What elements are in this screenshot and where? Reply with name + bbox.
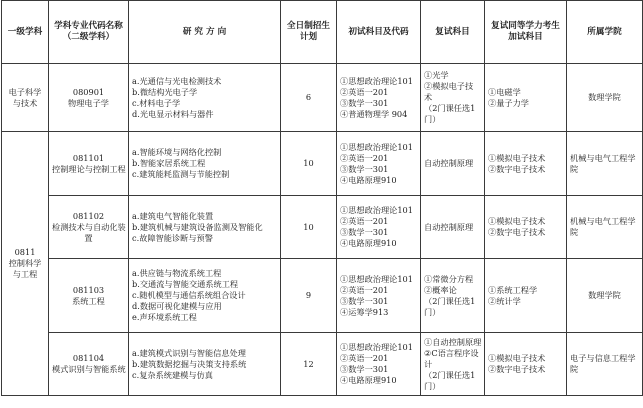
cell-line: ③数学一301 <box>340 97 389 108</box>
header-college: 所属学院 <box>567 1 643 64</box>
plan-cell: 10 <box>281 196 337 259</box>
header-directions: 研 究 方 向 <box>129 1 281 64</box>
cell-line: d.数据可视化建模与应用 <box>132 301 222 311</box>
header-exams: 初试科目及代码 <box>337 1 421 64</box>
table-row <box>2 333 643 396</box>
cell-line: ②数字电子技术 <box>488 364 546 374</box>
code-name-cell <box>49 132 129 196</box>
plan-cell: 10 <box>281 132 337 196</box>
plan-cell: 6 <box>281 64 337 132</box>
cell-line: c.随机模型与通信系统组合设计 <box>132 290 246 300</box>
cell-line: 计 <box>424 358 433 369</box>
cell-line: ①常微分方程 <box>424 273 474 284</box>
cell-line: c.材料电子学 <box>132 97 181 108</box>
cell-line: ②英语一201 <box>340 152 389 163</box>
cell-line: 081102 <box>72 210 105 221</box>
college-cell: 机械与电气工程学院 <box>567 196 643 259</box>
cell-line: a.建筑电气智能化装置 <box>132 210 214 221</box>
cell-line: ③数学一301 <box>340 295 389 306</box>
cell-line: ②量子力学 <box>488 97 529 108</box>
header-level1: 一级学科 <box>2 1 49 64</box>
cell-line: a.智能环境与网络化控制 <box>132 147 222 157</box>
cell-line: 081104 <box>72 353 105 363</box>
cell-line: 控制理论与控制工程 <box>52 163 126 174</box>
cell-line: b.建筑数据挖掘与决策支持系统 <box>132 358 247 369</box>
cell-line: ②英语一201 <box>340 353 389 363</box>
admissions-table <box>1 0 643 396</box>
cell-line: 门） <box>424 114 441 124</box>
extra-cell <box>485 132 567 196</box>
cell-line: 门） <box>424 380 441 391</box>
cell-line: ①思想政治理论101 <box>340 205 413 215</box>
cell-line: ①思想政治理论101 <box>340 273 413 284</box>
cell-line: a.光通信与光电检测技术 <box>132 75 222 86</box>
cell-line: 系统工程 <box>72 295 105 306</box>
code-name-cell <box>49 196 129 259</box>
table-row <box>2 259 643 333</box>
header-code-name: 学科专业代码名称 （二级学科） <box>49 1 129 64</box>
cell-line: ④运筹学913 <box>340 306 389 317</box>
cell-line: ④电路原理910 <box>340 375 397 385</box>
retest-cell <box>421 333 485 396</box>
retest-cell <box>421 259 485 333</box>
cell-line: ①模拟电子技术 <box>488 152 546 163</box>
cell-line: （2门课任选1 <box>424 103 476 113</box>
cell-line: ②数字电子技术 <box>488 163 546 174</box>
cell-line: ②英语一201 <box>340 284 389 295</box>
directions-cell <box>129 132 281 196</box>
cell-line: ③数学一301 <box>340 364 389 374</box>
header-retest: 复试科目 <box>421 1 485 64</box>
cell-line: b.建筑机械与建筑设备监测及智能化 <box>132 221 263 232</box>
cell-line: ②模拟电子技 <box>424 81 474 91</box>
cell-line: ①模拟电子技术 <box>488 353 546 363</box>
cell-line: ①电磁学 <box>488 86 521 97</box>
cell-line: ③数学一301 <box>340 163 389 174</box>
level1-cell: 0811 控制科学 与工程 <box>2 132 49 396</box>
cell-line: 080901 <box>72 86 105 97</box>
directions-cell <box>129 259 281 333</box>
code-name-cell <box>49 333 129 396</box>
cell-line: e.声环境系统工程 <box>132 312 197 322</box>
exams-cell <box>337 132 421 196</box>
cell-line: ④电路原理910 <box>340 174 397 185</box>
cell-line: c.故障智能诊断与预警 <box>132 232 213 243</box>
cell-line: 术 <box>424 92 433 102</box>
cell-line: ②概率论 <box>424 284 457 295</box>
table-row <box>2 132 643 196</box>
college-cell: 电子与信息工程学院 <box>567 333 643 396</box>
cell-line: 置 <box>84 232 93 243</box>
cell-line: ④普通物理学 904 <box>340 108 408 119</box>
cell-line: 081103 <box>72 284 105 295</box>
cell-line: ②英语一201 <box>340 216 389 226</box>
cell-line: 081101 <box>72 152 105 163</box>
cell-line: （2门课任选1 <box>424 369 476 380</box>
cell-line: ①光学 <box>424 70 449 80</box>
code-name-cell <box>49 64 129 132</box>
table-row <box>2 196 643 259</box>
cell-line: 物理电子学 <box>68 97 109 108</box>
cell-line: ②英语一201 <box>340 86 389 97</box>
extra-cell <box>485 333 567 396</box>
cell-line: b.微结构光电子学 <box>132 86 198 97</box>
exams-cell <box>337 259 421 333</box>
cell-line: a.供应链与物流系统工程 <box>132 268 222 278</box>
retest-cell: 自动控制原理 <box>421 196 485 259</box>
retest-cell <box>421 64 485 132</box>
exams-cell <box>337 64 421 132</box>
cell-line: ②统计学 <box>488 295 521 306</box>
cell-line: 模式识别与智能系统 <box>52 364 126 374</box>
college-cell: 数理学院 <box>567 64 643 132</box>
cell-line: ④电路原理910 <box>340 238 397 248</box>
exams-cell <box>337 333 421 396</box>
cell-line: 门） <box>424 306 441 317</box>
table-row <box>2 64 643 132</box>
cell-line: c.复杂系统建模与仿真 <box>132 369 213 380</box>
cell-line: （2门课任选1 <box>424 295 476 306</box>
plan-cell: 9 <box>281 259 337 333</box>
extra-cell <box>485 259 567 333</box>
header-row <box>2 1 643 64</box>
cell-line: ①系统工程学 <box>488 284 538 295</box>
cell-line: ②数字电子技术 <box>488 227 546 237</box>
cell-line: ①思想政治理论101 <box>340 141 413 152</box>
cell-line: b.智能家居系统工程 <box>132 158 206 168</box>
cell-line: d.光电显示材料与器件 <box>132 108 214 119</box>
level1-cell: 电子科学 与技术 <box>2 64 49 132</box>
cell-line: a.建筑模式识别与智能信息处理 <box>132 347 246 358</box>
directions-cell <box>129 64 281 132</box>
cell-line: ①思想政治理论101 <box>340 342 413 352</box>
directions-cell <box>129 333 281 396</box>
exams-cell <box>337 196 421 259</box>
cell-line: c.建筑能耗监测与节能控制 <box>132 169 230 179</box>
cell-line: b.交通流与智能交通系统工程 <box>132 279 239 289</box>
cell-line: ③数学一301 <box>340 227 389 237</box>
cell-line: ②C语言程序设 <box>424 347 479 358</box>
retest-cell: 自动控制原理 <box>421 132 485 196</box>
cell-line: 检测技术与自动化装 <box>52 221 126 232</box>
cell-line: ①思想政治理论101 <box>340 75 413 86</box>
directions-cell <box>129 196 281 259</box>
college-cell: 机械与电气工程学院 <box>567 132 643 196</box>
header-extra: 复试同等学力考生 加试科目 <box>485 1 567 64</box>
cell-line: ①模拟电子技术 <box>488 216 546 226</box>
cell-line: ①自动控制原理 <box>424 336 482 347</box>
extra-cell <box>485 64 567 132</box>
college-cell: 数理学院 <box>567 259 643 333</box>
header-plan: 全日制招生 计划 <box>281 1 337 64</box>
extra-cell <box>485 196 567 259</box>
code-name-cell <box>49 259 129 333</box>
plan-cell: 12 <box>281 333 337 396</box>
